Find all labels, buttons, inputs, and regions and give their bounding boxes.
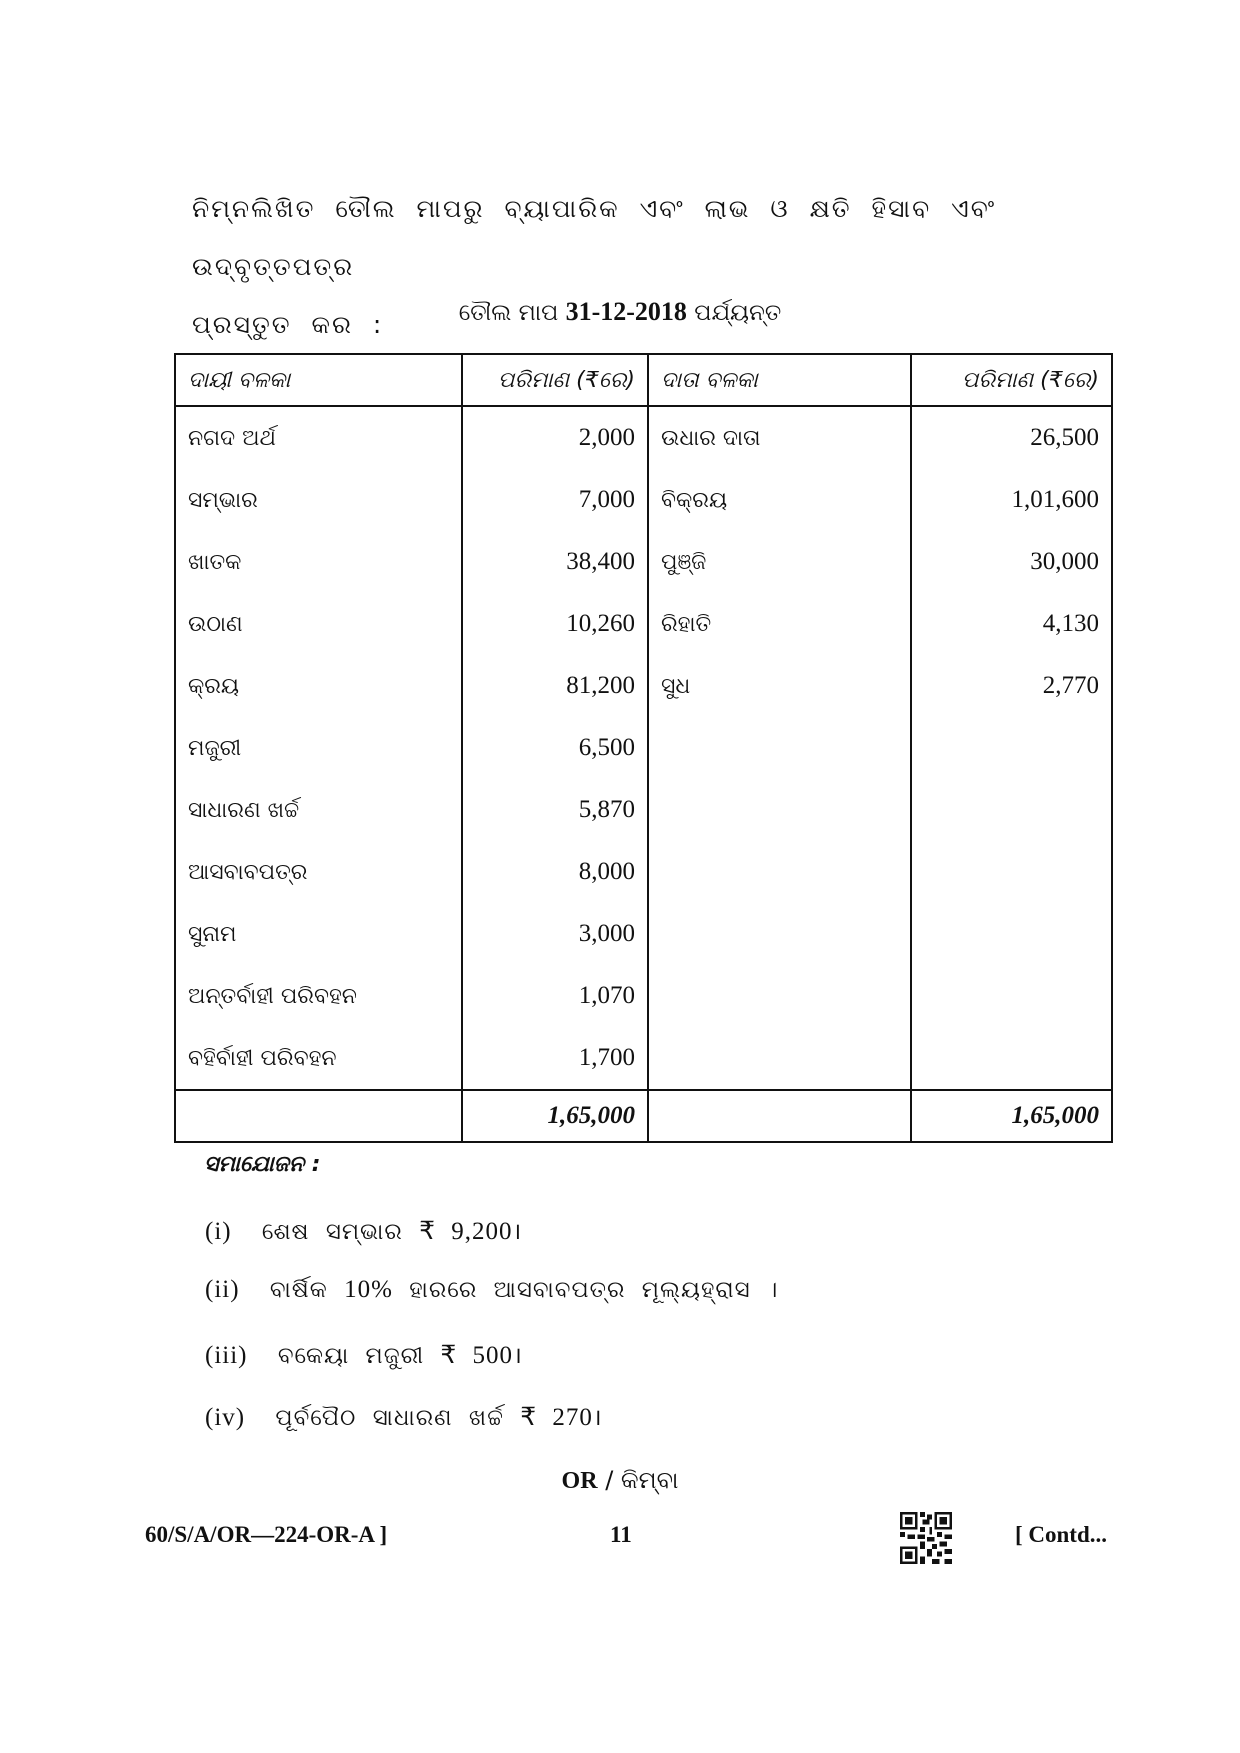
table-title-suffix: ପର୍ଯ୍ୟନ୍ତ bbox=[694, 300, 782, 326]
credit-item: ରିହାତି bbox=[648, 593, 911, 655]
debit-amount: 81,200 bbox=[462, 655, 648, 717]
credit-amount: 4,130 bbox=[1042, 610, 1099, 637]
credit-amount: 30,000 bbox=[1030, 548, 1099, 575]
credit-amount bbox=[911, 1027, 1112, 1090]
debit-item: ଅନ୍ତର୍ବାହୀ ପରିବହନ bbox=[175, 965, 462, 1027]
adjustment-value: ₹ 270 bbox=[520, 1404, 593, 1431]
table-row bbox=[175, 1027, 1112, 1090]
table-header-row bbox=[175, 354, 1112, 406]
credit-item bbox=[648, 965, 911, 1027]
adjustment-value: ₹ 500 bbox=[440, 1342, 514, 1369]
debit-amount: 5,870 bbox=[462, 779, 648, 841]
credit-amount: 2,770 bbox=[1042, 672, 1099, 699]
adjustment-value: ₹ 9,200 bbox=[419, 1218, 513, 1245]
debit-item: ସାଧାରଣ ଖର୍ଚ୍ଚ bbox=[175, 779, 462, 841]
header-debit-amount: ପରିମାଣ (₹ରେ) bbox=[462, 354, 648, 406]
debit-item: ମଜୁରୀ bbox=[175, 717, 462, 779]
total-spacer bbox=[175, 1090, 462, 1142]
debit-item: ସୁନାମ bbox=[175, 903, 462, 965]
or-slash: / bbox=[605, 1466, 614, 1494]
adjustment-item bbox=[205, 1338, 523, 1370]
credit-item: ସୁଧ bbox=[648, 655, 911, 717]
question-line-1: ନିମ୍ନଲିଖିତ ତୌଲ ମାପରୁ ବ୍ୟାପାରିକ ଏବଂ ଲାଭ ଓ କ୍ଷତି ହିସାବ ଏବଂ ଉଦ୍‌ବୃତ୍ତପତ୍ର bbox=[192, 194, 997, 281]
table-total-row bbox=[175, 1090, 1112, 1142]
table-row bbox=[175, 531, 1112, 593]
debit-amount: 1,070 bbox=[462, 965, 648, 1027]
credit-amount: 26,500 bbox=[1030, 424, 1099, 451]
adjustment-item bbox=[205, 1400, 603, 1432]
credit-amount bbox=[911, 841, 1112, 903]
credit-item: ବିକ୍ରୟ bbox=[648, 469, 911, 531]
adjustment-text-end: ହାରରେ ଆସବାବପତ୍ର ମୂଲ୍ୟହ୍ରାସ । bbox=[409, 1277, 779, 1303]
adjustment-value: 10% bbox=[344, 1276, 393, 1303]
table-row bbox=[175, 593, 1112, 655]
table-row bbox=[175, 903, 1112, 965]
header-debit-balance: ଦାୟୀ ବଳକା bbox=[175, 354, 462, 406]
debit-amount: 6,500 bbox=[462, 717, 648, 779]
credit-amount: 1,01,600 bbox=[1011, 486, 1099, 513]
debit-amount: 8,000 bbox=[462, 841, 648, 903]
credit-item bbox=[648, 841, 911, 903]
table-title-date: 31-12-2018 bbox=[565, 297, 687, 326]
adjustment-text-end: । bbox=[512, 1219, 523, 1245]
header-credit-balance: ଦାତା ବଳକା bbox=[648, 354, 911, 406]
credit-item: ପୁଞ୍ଜି bbox=[648, 531, 911, 593]
continued-label: [ Contd... bbox=[1015, 1522, 1108, 1547]
adjustment-label: (i) bbox=[205, 1218, 232, 1245]
adjustment-label: (ii) bbox=[205, 1276, 240, 1303]
credit-amount bbox=[911, 717, 1112, 779]
table-row bbox=[175, 841, 1112, 903]
table-title bbox=[0, 297, 1240, 327]
header-credit-amount: ପରିମାଣ (₹ରେ) bbox=[911, 354, 1112, 406]
debit-item: ବହିର୍ବାହୀ ପରିବହନ bbox=[175, 1027, 462, 1090]
debit-item: ଖାତକ bbox=[175, 531, 462, 593]
or-separator bbox=[0, 1466, 1240, 1495]
adjustments-title: ସମାଯୋଜନ : bbox=[204, 1152, 321, 1177]
credit-amount bbox=[911, 779, 1112, 841]
debit-amount: 1,700 bbox=[462, 1027, 648, 1090]
adjustment-text-end: । bbox=[513, 1343, 523, 1369]
table-row bbox=[175, 717, 1112, 779]
adjustment-text: ଶେଷ ସମ୍ଭାର bbox=[261, 1219, 403, 1245]
adjustment-text-end: । bbox=[592, 1405, 603, 1431]
question-line-2: ପ୍ରସ୍ତୁତ କର : bbox=[192, 310, 384, 339]
debit-item: ଉଠାଣ bbox=[175, 593, 462, 655]
debit-amount: 3,000 bbox=[462, 903, 648, 965]
table-title-prefix: ତୌଲ ମାପ bbox=[458, 300, 559, 326]
credit-amount bbox=[911, 965, 1112, 1027]
table-row bbox=[175, 655, 1112, 717]
adjustment-label: (iii) bbox=[205, 1342, 248, 1369]
table-row bbox=[175, 469, 1112, 531]
total-credit: 1,65,000 bbox=[911, 1090, 1112, 1142]
table-row bbox=[175, 965, 1112, 1027]
debit-amount: 38,400 bbox=[462, 531, 648, 593]
adjustment-text: ବାର୍ଷିକ bbox=[269, 1277, 328, 1303]
adjustment-item bbox=[205, 1214, 522, 1246]
paper-code: 60/S/A/OR—224-OR-A ] bbox=[145, 1522, 388, 1547]
adjustment-text: ପୂର୍ବପୈଠ ସାଧାରଣ ଖର୍ଚ୍ଚ bbox=[275, 1405, 504, 1431]
or-english: OR bbox=[561, 1468, 598, 1494]
credit-item bbox=[648, 903, 911, 965]
total-debit: 1,65,000 bbox=[462, 1090, 648, 1142]
question-text bbox=[192, 180, 1052, 354]
debit-amount: 7,000 bbox=[462, 469, 648, 531]
adjustment-text: ବକେୟା ମଜୁରୀ bbox=[277, 1343, 425, 1369]
adjustment-item bbox=[205, 1276, 778, 1304]
trial-balance-table bbox=[174, 353, 1113, 1143]
credit-amount bbox=[911, 903, 1112, 965]
credit-item bbox=[648, 717, 911, 779]
total-spacer bbox=[648, 1090, 911, 1142]
qr-code-icon bbox=[900, 1512, 952, 1564]
debit-item: ନଗଦ ଅର୍ଥ bbox=[175, 406, 462, 469]
debit-item: କ୍ରୟ bbox=[175, 655, 462, 717]
adjustment-label: (iv) bbox=[205, 1404, 246, 1431]
credit-item: ଉଧାର ଦାତା bbox=[648, 406, 911, 469]
debit-item: ଆସବାବପତ୍ର bbox=[175, 841, 462, 903]
debit-amount: 10,260 bbox=[462, 593, 648, 655]
credit-item bbox=[648, 1027, 911, 1090]
table-row bbox=[175, 406, 1112, 469]
or-odia: କିମ୍ବା bbox=[620, 1466, 679, 1494]
debit-item: ସମ୍ଭାର bbox=[175, 469, 462, 531]
credit-item bbox=[648, 779, 911, 841]
page-number: 11 bbox=[610, 1522, 632, 1547]
table-row bbox=[175, 779, 1112, 841]
debit-amount: 2,000 bbox=[462, 406, 648, 469]
